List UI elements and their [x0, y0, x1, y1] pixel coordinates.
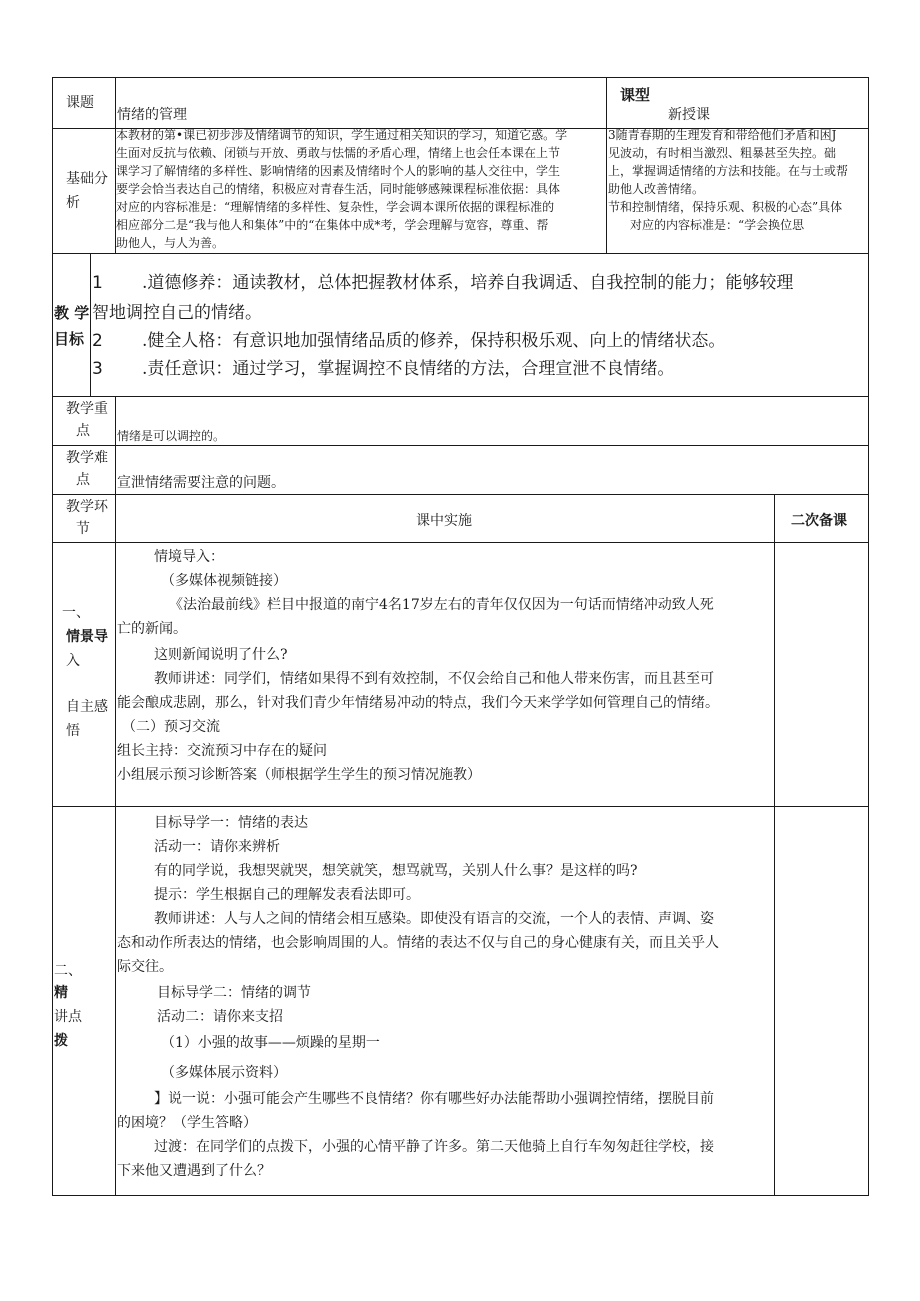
basis-left-line: 课学习了解情绪的多样性、影响情绪的因素及情绪时个人的影响的基人交往中，学生 [116, 164, 561, 178]
grid-line [52, 396, 869, 397]
section1-line: 能会酿成悲剧，那么，针对我们青少年情绪易冲动的特点，我们今天来学学如何管理自己的情绪。 [117, 695, 719, 711]
section2-line: （1）小强的故事——烦躁的星期一 [161, 1035, 380, 1051]
section2-line: 下来他又遭遇到了什么？ [117, 1163, 271, 1179]
grid-line [52, 806, 869, 807]
basis-left-line: 对应的内容标准是：“理解情绪的多样性、复杂性，学会调本课所依据的课程标准的 [116, 200, 555, 214]
topic-value: 情绪的管理 [117, 107, 187, 123]
focus-label-1: 教学重 [66, 401, 108, 417]
section1-label-b: 入 [66, 653, 80, 669]
section2-line: 活动一：请你来辨析 [154, 839, 280, 855]
section2-line: 目标导学一：情绪的表达 [154, 815, 308, 831]
grid-line [52, 1195, 869, 1196]
section2-line: 过渡：在同学们的点拨下，小强的心情平静了许多。第二天他骑上自行车匆匆赶往学校，接 [154, 1139, 714, 1155]
basis-left-line: 本教材的第•课已初步涉及情绪调节的知识，学生通过相关知识的学习，知道它惑。学 [116, 128, 568, 142]
section2-line: 目标导学二：情绪的调节 [157, 985, 311, 1001]
section2-line: 的困境？（学生答略） [117, 1115, 257, 1131]
basis-left-line: 相应部分二是“我与他人和集体”中的“在集体中成*考，学会理解与宽容，尊重、帮 [116, 218, 549, 232]
section2-line: 活动二：请你来支招 [157, 1009, 283, 1025]
section1-label-num: 一、 [62, 605, 90, 621]
topic-label: 课题 [66, 95, 94, 111]
grid-line [52, 445, 869, 446]
basis-right-line: 助他人改善情绪。 [608, 182, 705, 196]
section1-label-a: 情景导 [66, 629, 108, 645]
difficulty-label-1: 教学难 [66, 450, 108, 466]
focus-value: 情绪是可以调控的。 [117, 429, 226, 443]
section1-label-c: 自主感 [66, 699, 108, 715]
section2-line: 态和动作所表达的情绪，也会影响周围的人。情绪的表达不仅与自己的身心健康有关，而且关乎人 [117, 935, 719, 951]
basis-label-1: 基础分 [66, 171, 108, 187]
basis-left-line: 生面对反抗与依赖、闭锁与开放、勇敢与怯懦的矛盾心理，情绪上也会任本课在上节 [116, 146, 561, 160]
section2-line: 】说一说：小强可能会产生哪些不良情绪？你有哪些好办法能帮助小强调控情绪，摆脱目前 [154, 1091, 714, 1107]
grid-line [52, 77, 869, 78]
process-label-1: 教学环 [66, 499, 108, 515]
process-label-2: 节 [76, 521, 90, 537]
section2-label-num: 二、 [54, 963, 82, 979]
section1-line: 情境导入： [154, 549, 224, 565]
grid-line [52, 542, 869, 543]
section2-label-c: 拨 [54, 1033, 68, 1049]
difficulty-label-2: 点 [76, 472, 90, 488]
section1-line: 《法治最前线》栏目中报道的南宁4名17岁左右的青年仅仅因为一句话而情绪冲动致人死 [169, 597, 714, 613]
goal-text: 智地调控自己的情绪。 [92, 303, 262, 323]
section1-line: （二）预习交流 [122, 719, 220, 735]
section2-line: 际交往。 [117, 959, 173, 975]
section2-line: 有的同学说，我想哭就哭，想笑就笑，想骂就骂，关别人什么事？是这样的吗? [154, 863, 638, 879]
goals-label-1: 教 学 [54, 304, 90, 322]
focus-label-2: 点 [76, 423, 90, 439]
basis-label-2: 析 [66, 195, 80, 211]
goal-text: .健全人格：有意识地加强情绪品质的修养，保持积极乐观、向上的情绪状态。 [142, 331, 726, 351]
basis-right-line: 3随青春期的生理发育和带给他们矛盾和困J [608, 128, 837, 142]
process-right-header: 二次备课 [791, 513, 847, 529]
basis-right-line: 对应的内容标准是：“学会换位思 [630, 218, 805, 232]
grid-line [868, 77, 869, 1196]
type-value: 新授课 [668, 107, 710, 123]
section2-line: 提示：学生根据自己的理解发表看法即可。 [154, 887, 420, 903]
section1-label-d: 悟 [66, 723, 80, 739]
section1-line: 组长主持：交流预习中存在的疑问 [117, 743, 327, 759]
basis-right-line: 上，掌握调适情绪的方法和技能。在与士或帮 [608, 164, 849, 178]
section2-line: 教师讲述：人与人之间的情绪会相互感染。即使没有语言的交流，一个人的表情、声调、姿 [154, 911, 714, 927]
basis-right-line: 节和控制情绪，保持乐观、积极的心态”具体 [608, 200, 843, 214]
section1-line: 教师讲述：同学们，情绪如果得不到有效控制，不仅会给自己和他人带来伤害，而且甚至可 [154, 671, 714, 687]
grid-line [774, 494, 775, 1196]
section2-label-a: 精 [54, 985, 68, 1001]
section1-line: 小组展示预习诊断答案（师根据学生学生的预习情况施教） [117, 767, 481, 783]
section2-line: （多媒体展示资料） [161, 1065, 287, 1081]
goal-num: 3 [92, 359, 103, 379]
grid-line [606, 77, 607, 254]
process-middle-header: 课中实施 [416, 513, 472, 529]
goal-num: 1 [92, 273, 103, 293]
section1-line: 亡的新闻。 [117, 621, 187, 637]
grid-line [52, 253, 869, 254]
difficulty-value: 宣泄情绪需要注意的问题。 [117, 475, 285, 491]
grid-line [52, 77, 53, 1196]
section1-line: 这则新闻说明了什么? [154, 647, 288, 663]
goal-text: .道德修养：通读教材，总体把握教材体系，培养自我调适、自我控制的能力；能够较理 [142, 273, 794, 293]
goal-text: .责任意识：通过学习，掌握调控不良情绪的方法，合理宣泄不良情绪。 [142, 359, 675, 379]
grid-line [90, 253, 91, 397]
grid-line [52, 494, 869, 495]
type-label: 课型 [620, 86, 651, 104]
section1-line: （多媒体视频链接） [161, 573, 287, 589]
goal-num: 2 [92, 331, 103, 351]
basis-right-line: 见波动，有时相当激烈、粗暴甚至失控。础 [608, 146, 837, 160]
basis-left-line: 助他人，与人为善。 [116, 236, 225, 250]
goals-label-2: 目标 [54, 330, 85, 348]
basis-left-line: 要学会恰当表达自己的情绪，积极应对青春生活，同时能够感辣课程标准依据：具体 [116, 182, 561, 196]
section2-label-b: 讲点 [54, 1009, 82, 1025]
grid-line [115, 396, 116, 1196]
